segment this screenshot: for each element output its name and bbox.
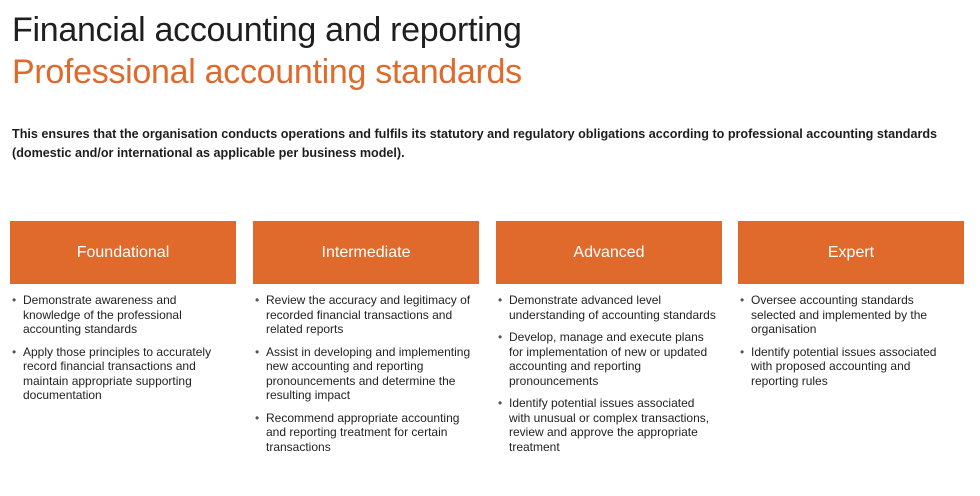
level-header-expert: Expert bbox=[738, 221, 964, 284]
list-item-text: Recommend appropriate accounting and reporting treatment for certain transactions bbox=[266, 410, 460, 454]
list-item-text: Identify potential issues associated with proposed accounting and reporting rules bbox=[751, 344, 937, 388]
level-list-expert bbox=[738, 293, 964, 388]
list-item bbox=[496, 396, 722, 454]
level-header-intermediate: Intermediate bbox=[253, 221, 479, 284]
bullet-icon: • bbox=[12, 344, 17, 359]
level-list-intermediate bbox=[253, 293, 479, 454]
level-header-advanced: Advanced bbox=[496, 221, 722, 284]
list-item-text: Assist in developing and implementing new accounting and reporting pronouncements and determine the resulting impact bbox=[266, 344, 471, 402]
list-item bbox=[738, 293, 964, 337]
bullet-icon: • bbox=[12, 293, 17, 307]
bullet-icon: • bbox=[255, 410, 260, 425]
page-title: Financial accounting and reporting bbox=[12, 11, 522, 49]
list-item bbox=[10, 293, 236, 337]
bullet-icon: • bbox=[740, 344, 745, 359]
list-item-text: Demonstrate awareness and knowledge of the professional accounting standards bbox=[23, 293, 182, 336]
bullet-icon: • bbox=[740, 293, 745, 307]
list-item-text: Oversee accounting standards selected and implemented by the organisation bbox=[751, 293, 928, 336]
level-column-expert bbox=[738, 221, 964, 396]
level-column-foundational bbox=[10, 221, 236, 411]
list-item bbox=[496, 330, 722, 388]
list-item-text: Develop, manage and execute plans for implementation of new or updated accounting and reporting pronouncements bbox=[509, 330, 708, 388]
bullet-icon: • bbox=[498, 396, 503, 410]
list-item-text: Identify potential issues associated with unusual or complex transactions, review and approve the appropriate treatment bbox=[509, 396, 710, 454]
level-list-foundational bbox=[10, 293, 236, 403]
bullet-icon: • bbox=[498, 330, 503, 344]
list-item-text: Review the accuracy and legitimacy of recorded financial transactions and related reports bbox=[266, 293, 471, 336]
list-item-text: Apply those principles to accurately record financial transactions and maintain appropriate supporting documentation bbox=[23, 344, 212, 402]
list-item bbox=[496, 293, 722, 322]
proficiency-levels bbox=[10, 221, 974, 491]
list-item bbox=[253, 293, 479, 337]
page-subtitle: Professional accounting standards bbox=[12, 53, 522, 91]
bullet-icon: • bbox=[255, 293, 260, 307]
bullet-icon: • bbox=[255, 344, 260, 359]
list-item bbox=[253, 411, 479, 455]
level-column-advanced bbox=[496, 221, 722, 462]
list-item bbox=[738, 345, 964, 389]
list-item bbox=[253, 345, 479, 403]
level-list-advanced bbox=[496, 293, 722, 454]
level-column-intermediate bbox=[253, 221, 479, 462]
list-item bbox=[10, 345, 236, 403]
bullet-icon: • bbox=[498, 293, 503, 307]
intro-paragraph: This ensures that the organisation conducts operations and fulfils its statutory and regulatory obligations according to professional accounting standards (domestic and/or international as applicable per business model). bbox=[12, 127, 938, 160]
list-item-text: Demonstrate advanced level understanding of accounting standards bbox=[509, 293, 716, 322]
level-header-foundational: Foundational bbox=[10, 221, 236, 284]
